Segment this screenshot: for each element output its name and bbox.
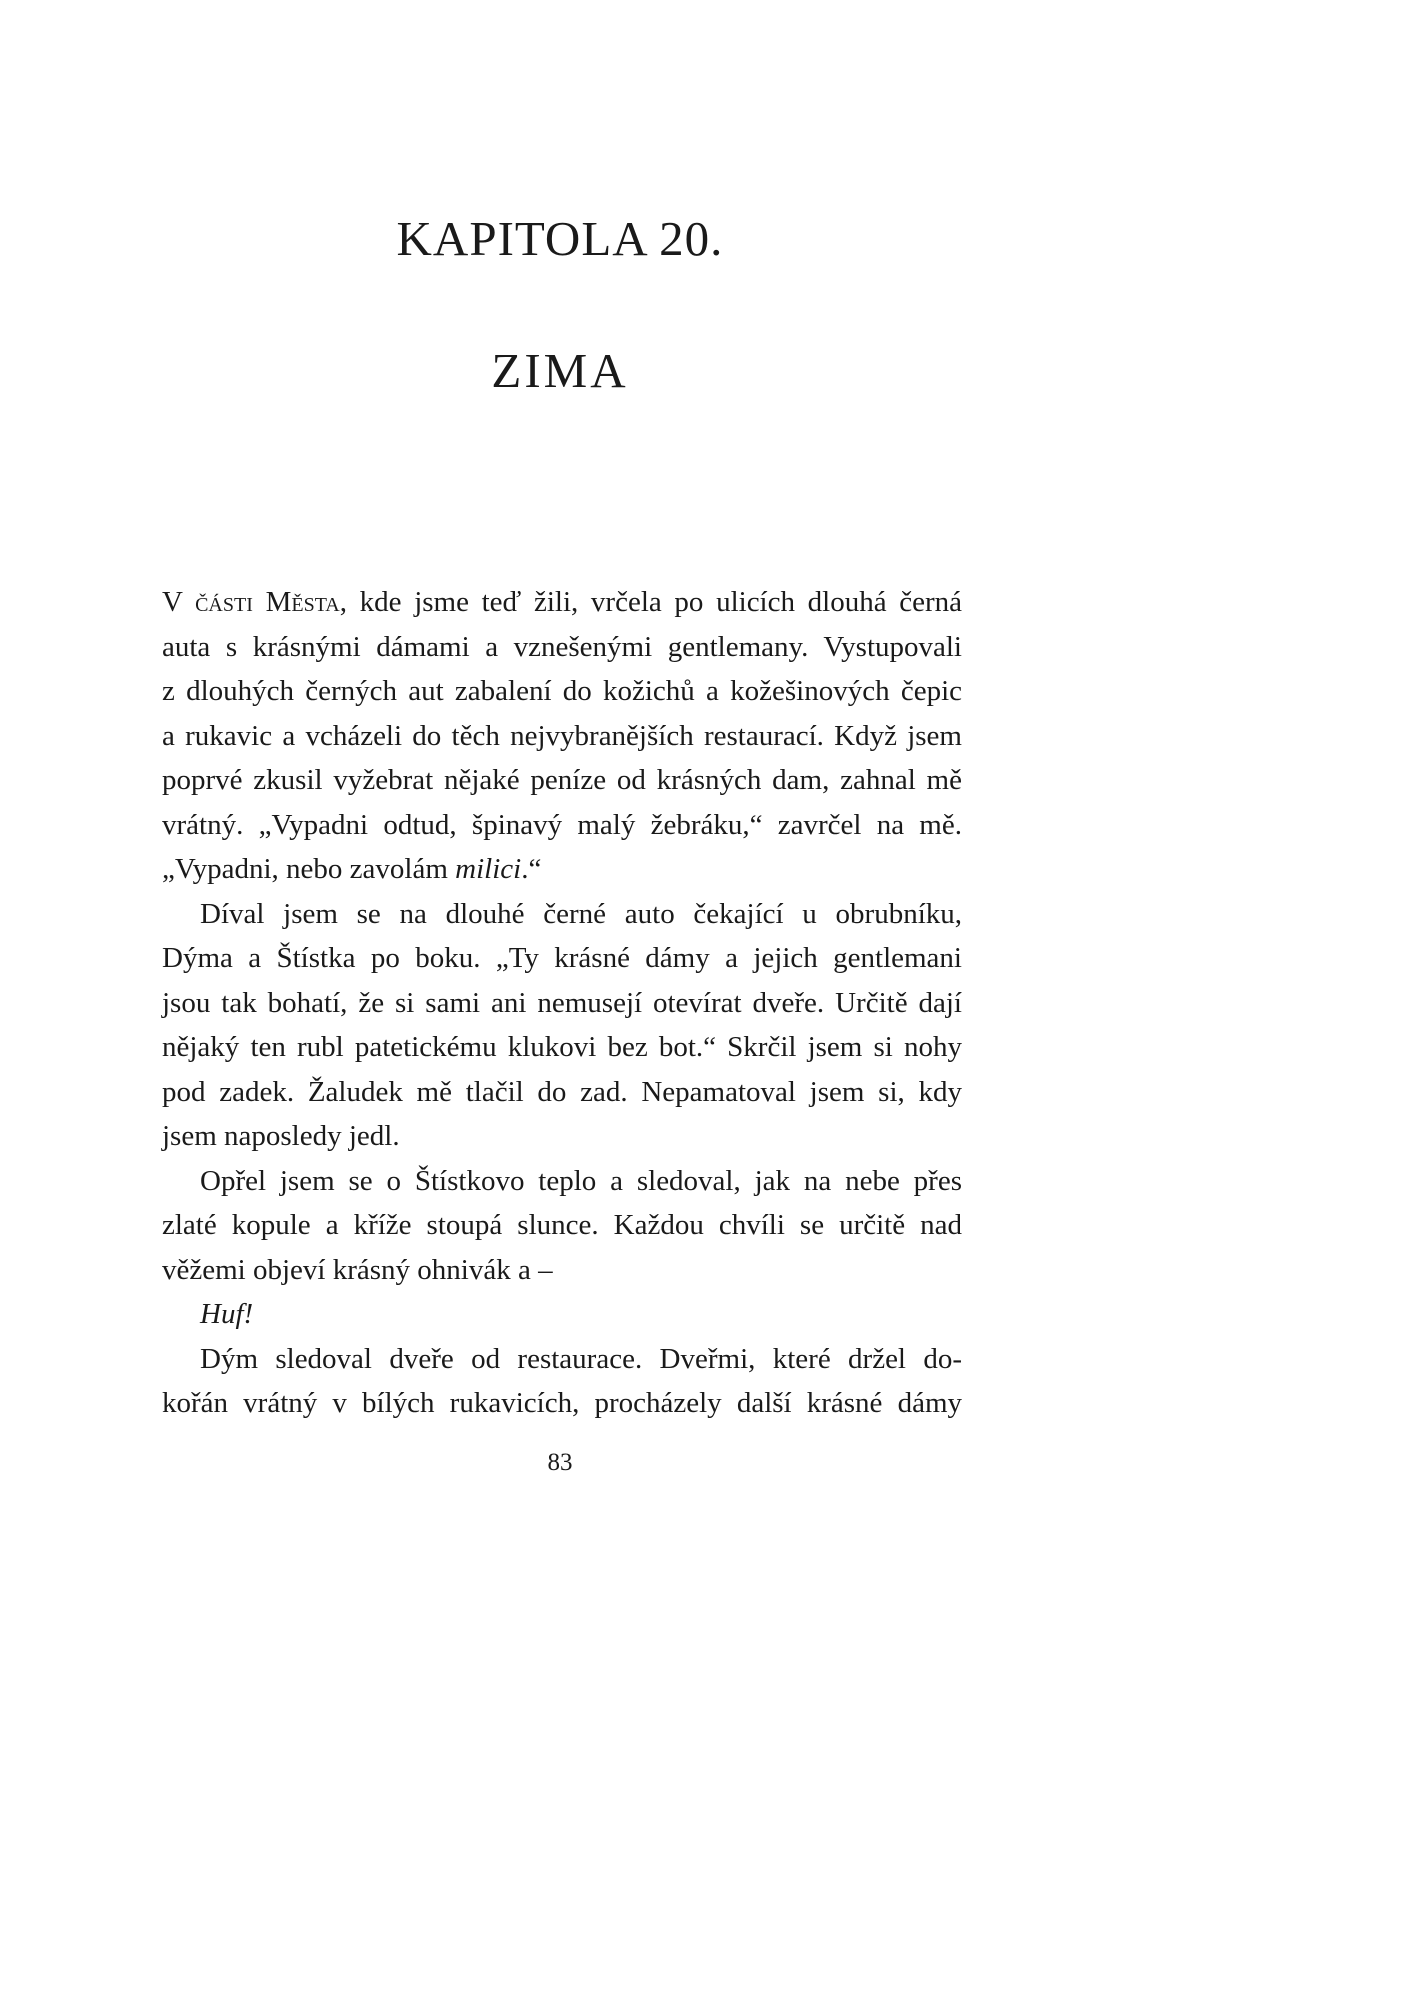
italic-span: milici (455, 853, 522, 885)
text-span: V (162, 586, 196, 618)
text-line: pod zadek. Žaludek mě tlačil do zad. Nepamatoval jsem si, kdy (162, 1075, 962, 1108)
chapter-title: ZIMA (491, 343, 629, 398)
text-span: „Vypadni, nebo zavolám (162, 853, 456, 885)
small-caps-span: části (195, 586, 253, 618)
text-line: vrátný. „Vypadni odtud, špinavý malý žebráku,“ zavrčel na mě. (162, 808, 962, 841)
text-line: z dlouhých černých aut zabalení do kožichů a kožešinových čepic (162, 675, 962, 707)
italic-span: Huf! (200, 1298, 254, 1330)
text-line: nějaký ten rubl patetickému klukovi bez bot.“ Skrčil jsem si nohy (162, 1031, 962, 1063)
text-line: Dým sledoval dveře od restaurace. Dveřmi, které držel do- (200, 1342, 962, 1375)
text-line: Dýma a Štístka po boku. „Ty krásné dámy a jejich gentlemani (162, 942, 962, 974)
paragraph (162, 1159, 962, 1293)
text-line: auta s krásnými dámami a vznešenými gentlemany. Vystupovali (162, 630, 962, 663)
text-line: jsem naposledy jedl. (162, 1120, 400, 1152)
text-line: zlaté kopule a kříže stoupá slunce. Každou chvíli se určitě nad (162, 1209, 962, 1241)
text-line: Opřel jsem se o Štístkovo teplo a sledoval, jak na nebe přes (200, 1164, 962, 1197)
text-line: věžemi objeví krásný ohnivák a – (162, 1253, 553, 1286)
text-line (162, 1292, 962, 1337)
text-line (162, 847, 962, 892)
chapter-body (162, 580, 962, 1426)
paragraph (162, 1292, 962, 1337)
paragraph (162, 580, 962, 892)
text-line: kořán vrátný v bílých rukavicích, procházely další krásné dámy (162, 1387, 962, 1419)
text-line: Díval jsem se na dlouhé černé auto čekající u obrubníku, (200, 897, 962, 930)
text-line: jsou tak bohatí, že si sami ani nemusejí otevírat dveře. Určitě dají (162, 986, 962, 1019)
page-number: 83 (547, 1449, 573, 1476)
text-span: .“ (521, 853, 542, 885)
chapter-number: KAPITOLA 20. (396, 211, 724, 266)
paragraph (162, 892, 962, 1159)
small-caps-span: Města (265, 586, 340, 618)
text-line (162, 580, 962, 625)
paragraph (162, 1337, 962, 1426)
text-span (253, 586, 266, 618)
text-line: poprvé zkusil vyžebrat nějaké peníze od krásných dam, zahnal mě (162, 764, 962, 796)
text-line: a rukavic a vcházeli do těch nejvybranějších restaurací. Když jsem (162, 719, 962, 752)
text-span: , kde jsme teď žili, vrčela po ulicích dlouhá černá (339, 586, 963, 618)
